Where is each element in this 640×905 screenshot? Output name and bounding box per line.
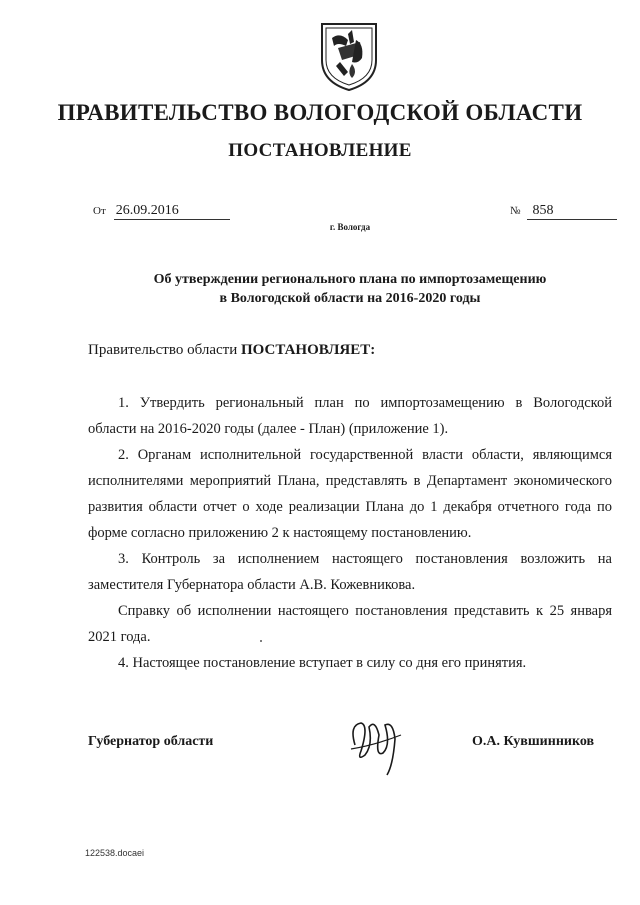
number-value: 858 [527, 203, 617, 220]
paragraph-3: 3. Контроль за исполнением настоящего постановления возложить на заместителя Губернатора области А.В. Кожевникова. [88, 551, 612, 593]
paragraph-4: 4. Настоящее постановление вступает в силу со дня его принятия. [118, 655, 527, 671]
document-number [510, 203, 617, 220]
signatory-name: О.А. Кувшинников [472, 734, 595, 749]
file-reference: 122538.docaei [85, 848, 145, 858]
date-label: От [93, 205, 106, 217]
document-date [93, 203, 230, 220]
intro-resolves: ПОСТАНОВЛЯЕТ: [240, 342, 376, 358]
resolution-body [88, 390, 612, 676]
city: г. Вологда [329, 222, 371, 232]
intro-text: Правительство области [88, 342, 241, 358]
signatory-role: Губернатор области [88, 734, 214, 749]
document-type: ПОСТАНОВЛЕНИЕ [228, 140, 412, 161]
subject-line-1: Об утверждении регионального плана по импортозамещению [153, 272, 547, 287]
paragraph-2: 2. Органам исполнительной государственной власти области, являющимся исполнителями мероприятий Плана, представлять в Департамент экономического развития области отчет о ходе реализации Плана до 1 декабря отчетного года по форме согласно приложению 2 к настоящему постановлению. [88, 447, 612, 541]
resolution-intro [88, 342, 375, 359]
scan-speck [260, 640, 262, 642]
coat-of-arms-icon [318, 20, 380, 92]
paragraph-1: 1. Утвердить региональный план по импортозамещению в Вологодской области на 2016-2020 годы (далее - План) (приложение 1). [88, 395, 612, 437]
handwritten-signature-icon [345, 705, 407, 777]
number-label: № [510, 205, 521, 217]
paragraph-3-note: Справку об исполнении настоящего постановления представить к 25 января 2021 года. [88, 603, 612, 645]
subject-line-2: в Вологодской области на 2016-2020 годы [219, 291, 481, 306]
date-value: 26.09.2016 [114, 203, 230, 220]
government-title: ПРАВИТЕЛЬСТВО ВОЛОГОДСКОЙ ОБЛАСТИ [57, 100, 583, 125]
document-subject [110, 270, 590, 308]
